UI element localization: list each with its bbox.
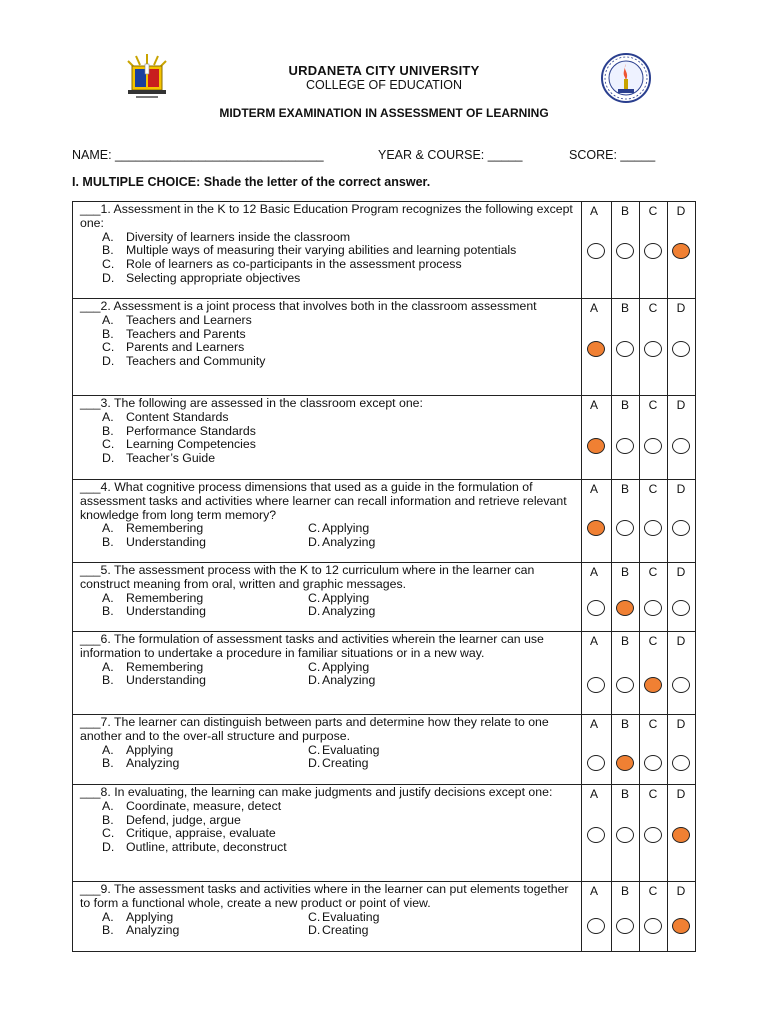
- answer-letter-a: A: [589, 787, 598, 801]
- answer-bubble-a[interactable]: [587, 341, 605, 357]
- option-text: Multiple ways of measuring their varying abilities and learning potentials: [126, 243, 517, 258]
- option-text: Evaluating: [322, 909, 380, 924]
- option-pair-row: [80, 536, 575, 550]
- answer-letter-b: B: [620, 301, 629, 315]
- question-row: [73, 396, 696, 480]
- option-text: Selecting appropriate objectives: [126, 270, 301, 285]
- option-text: Analyzing: [322, 535, 376, 550]
- option-item: [102, 757, 308, 771]
- question-cell: [73, 882, 582, 952]
- option-text: Defend, judge, argue: [126, 812, 241, 827]
- option-pair-row: [80, 674, 575, 688]
- answer-bubble-b[interactable]: [616, 520, 634, 536]
- question-cell: [73, 396, 582, 480]
- answer-bubble-d[interactable]: [672, 827, 690, 843]
- option-letter: A.: [102, 909, 114, 924]
- option-item: [80, 452, 575, 466]
- answer-letter-d: D: [676, 398, 686, 412]
- answer-bubble-c[interactable]: [644, 827, 662, 843]
- option-letter: D.: [308, 673, 321, 688]
- option-letter: A.: [102, 659, 114, 674]
- option-list: [80, 411, 575, 466]
- option-text: Remembering: [126, 659, 204, 674]
- section-title: I. MULTIPLE CHOICE: Shade the letter of the correct answer.: [72, 175, 431, 189]
- question-text: ___7. The learner can distinguish between parts and determine how they relate to one another and to the over-all structure and purpose.: [80, 715, 549, 743]
- option-item: [80, 328, 575, 342]
- question-row: [73, 202, 696, 299]
- option-list: [80, 800, 575, 855]
- answer-letter-d: D: [676, 565, 686, 579]
- option-text: Creating: [322, 923, 369, 938]
- option-letter: D.: [102, 451, 115, 466]
- answer-letter-a: A: [589, 717, 598, 731]
- answer-letter-d: D: [676, 301, 686, 315]
- option-letter: B.: [102, 673, 114, 688]
- name-field[interactable]: NAME: ______________________________: [72, 148, 324, 162]
- option-text: Analyzing: [322, 673, 376, 688]
- answer-bubble-a[interactable]: [587, 918, 605, 934]
- option-letter: A.: [102, 312, 114, 327]
- option-letter: C.: [102, 437, 115, 452]
- option-text: Applying: [126, 909, 174, 924]
- option-text: Applying: [322, 659, 370, 674]
- option-text: Analyzing: [126, 756, 180, 771]
- question-row: [73, 882, 696, 952]
- option-item: [80, 841, 575, 855]
- option-item: [80, 341, 575, 355]
- answer-letter-c: C: [648, 565, 658, 579]
- option-text: Parents and Learners: [126, 340, 245, 355]
- answer-cell: [582, 632, 696, 715]
- option-item: [308, 592, 369, 606]
- option-letter: B.: [102, 923, 114, 938]
- option-item: [80, 438, 575, 452]
- option-item: [102, 924, 308, 938]
- option-item: [80, 314, 575, 328]
- answer-letter-b: B: [620, 717, 629, 731]
- question-cell: [73, 202, 582, 299]
- option-letter: A.: [102, 798, 114, 813]
- answer-bubble-c[interactable]: [644, 520, 662, 536]
- option-letter: D.: [308, 604, 321, 619]
- option-list: [80, 314, 575, 369]
- answer-letter-b: B: [620, 565, 629, 579]
- option-text: Content Standards: [126, 409, 229, 424]
- answer-letters: [582, 634, 695, 648]
- option-text: Role of learners as co-participants in the assessment process: [126, 257, 462, 272]
- answer-bubble-d[interactable]: [672, 600, 690, 616]
- option-text: Performance Standards: [126, 423, 256, 438]
- answer-bubble-b[interactable]: [616, 600, 634, 616]
- answer-letter-a: A: [589, 301, 598, 315]
- option-letter: C.: [102, 340, 115, 355]
- answer-bubble-b[interactable]: [616, 677, 634, 693]
- option-item: [80, 244, 575, 258]
- answer-letter-d: D: [676, 884, 686, 898]
- answer-cell: [582, 785, 696, 882]
- answer-bubble-c[interactable]: [644, 438, 662, 454]
- option-letter: A.: [102, 229, 114, 244]
- answer-letter-a: A: [589, 204, 598, 218]
- question-row: [73, 632, 696, 715]
- answer-bubble-c[interactable]: [644, 677, 662, 693]
- answer-bubble-b[interactable]: [616, 243, 634, 259]
- option-item: [308, 757, 368, 771]
- answer-bubble-a[interactable]: [587, 520, 605, 536]
- question-cell: [73, 785, 582, 882]
- score-field[interactable]: SCORE: _____: [569, 148, 656, 162]
- option-letter: B.: [102, 326, 114, 341]
- option-pair-row: [80, 522, 575, 536]
- option-item: [308, 661, 369, 675]
- option-item: [102, 661, 308, 675]
- answer-letters: [582, 717, 695, 731]
- year-course-field[interactable]: YEAR & COURSE: _____: [378, 148, 523, 162]
- answer-cell: [582, 480, 696, 563]
- answer-cell: [582, 882, 696, 952]
- option-letter: C.: [102, 826, 115, 841]
- option-letter: C.: [308, 590, 321, 605]
- exam-title: MIDTERM EXAMINATION IN ASSESSMENT OF LEARNING: [219, 106, 549, 120]
- answer-letter-d: D: [676, 717, 686, 731]
- option-pair-row: [80, 924, 575, 938]
- option-letter: C.: [308, 521, 321, 536]
- question-row: [73, 480, 696, 563]
- option-item: [102, 536, 308, 550]
- option-letter: B.: [102, 423, 114, 438]
- answer-bubble-d[interactable]: [672, 918, 690, 934]
- question-text: ___3. The following are assessed in the classroom except one:: [80, 396, 423, 410]
- option-letter: C.: [308, 909, 321, 924]
- option-item: [80, 425, 575, 439]
- option-text: Applying: [322, 590, 370, 605]
- question-cell: [73, 632, 582, 715]
- option-pair-row: [80, 757, 575, 771]
- option-letter: D.: [308, 535, 321, 550]
- option-text: Remembering: [126, 590, 204, 605]
- answer-letter-b: B: [620, 634, 629, 648]
- option-list: [80, 231, 575, 286]
- answer-letter-c: C: [648, 301, 658, 315]
- answer-cell: [582, 715, 696, 785]
- option-item: [80, 814, 575, 828]
- option-item: [308, 744, 379, 758]
- question-cell: [73, 299, 582, 396]
- question-row: [73, 785, 696, 882]
- option-letter: D.: [102, 270, 115, 285]
- option-item: [308, 674, 375, 688]
- option-item: [80, 800, 575, 814]
- answer-bubble-d[interactable]: [672, 755, 690, 771]
- answer-letter-b: B: [620, 398, 629, 412]
- question-row: [73, 299, 696, 396]
- question-text: ___6. The formulation of assessment tasks and activities wherein the learner can use information to undertake a procedure in familiar situations or in a new way.: [80, 632, 544, 660]
- option-item: [102, 911, 308, 925]
- answer-letter-c: C: [648, 204, 658, 218]
- question-row: [73, 715, 696, 785]
- option-pair-row: [80, 592, 575, 606]
- option-letter: C.: [308, 742, 321, 757]
- option-item: [80, 231, 575, 245]
- answer-bubble-b[interactable]: [616, 827, 634, 843]
- option-letter: A.: [102, 409, 114, 424]
- option-letter: B.: [102, 243, 114, 258]
- answer-letter-a: A: [589, 565, 598, 579]
- option-text: Analyzing: [322, 604, 376, 619]
- option-item: [80, 411, 575, 425]
- answer-letter-d: D: [676, 482, 686, 496]
- option-text: Teacher’s Guide: [126, 451, 216, 466]
- option-item: [102, 522, 308, 536]
- answer-letter-a: A: [589, 482, 598, 496]
- answer-letter-d: D: [676, 634, 686, 648]
- option-letter: B.: [102, 535, 114, 550]
- answer-cell: [582, 299, 696, 396]
- option-item: [102, 605, 308, 619]
- questions-table: [72, 201, 696, 952]
- answer-letter-b: B: [620, 787, 629, 801]
- answer-letter-c: C: [648, 884, 658, 898]
- answer-letter-c: C: [648, 717, 658, 731]
- option-text: Applying: [126, 742, 174, 757]
- option-letter: D.: [102, 840, 115, 855]
- answer-letter-b: B: [620, 482, 629, 496]
- answer-letter-d: D: [676, 204, 686, 218]
- answer-bubble-c[interactable]: [644, 600, 662, 616]
- answer-bubble-d[interactable]: [672, 438, 690, 454]
- answer-bubble-d[interactable]: [672, 341, 690, 357]
- option-item: [308, 924, 368, 938]
- option-text: Coordinate, measure, detect: [126, 798, 282, 813]
- option-letter: B.: [102, 756, 114, 771]
- option-pair-row: [80, 744, 575, 758]
- option-letter: C.: [308, 659, 321, 674]
- option-text: Understanding: [126, 535, 206, 550]
- option-item: [102, 592, 308, 606]
- option-text: Remembering: [126, 521, 204, 536]
- question-text: ___5. The assessment process with the K to 12 curriculum where in the learner can construct meaning from oral, written and graphic messages.: [80, 563, 535, 591]
- answer-bubble-c[interactable]: [644, 341, 662, 357]
- question-text: ___4. What cognitive process dimensions that used as a guide in the formulation of assessment tasks and activities where learner can recall information and retrieve relevant knowledge from long term memory?: [80, 480, 567, 522]
- option-text: Diversity of learners inside the classroom: [126, 229, 351, 244]
- option-text: Teachers and Learners: [126, 312, 252, 327]
- option-item: [80, 355, 575, 369]
- option-letter: B.: [102, 604, 114, 619]
- answer-bubble-a[interactable]: [587, 438, 605, 454]
- question-cell: [73, 715, 582, 785]
- answer-bubble-a[interactable]: [587, 677, 605, 693]
- option-item: [80, 272, 575, 286]
- option-letter: C.: [102, 257, 115, 272]
- answer-letters: [582, 787, 695, 801]
- option-letter: A.: [102, 590, 114, 605]
- option-letter: A.: [102, 742, 114, 757]
- answer-letter-c: C: [648, 787, 658, 801]
- option-item: [308, 911, 379, 925]
- answer-bubble-a[interactable]: [587, 755, 605, 771]
- option-item: [102, 744, 308, 758]
- option-letter: D.: [102, 354, 115, 369]
- answer-letters: [582, 301, 695, 315]
- option-item: [80, 827, 575, 841]
- question-text: ___2. Assessment is a joint process that involves both in the classroom assessment: [80, 299, 537, 313]
- answer-letters: [582, 565, 695, 579]
- option-text: Applying: [322, 521, 370, 536]
- option-item: [308, 605, 375, 619]
- option-text: Understanding: [126, 673, 206, 688]
- option-pair-row: [80, 605, 575, 619]
- option-letter: D.: [308, 756, 321, 771]
- answer-bubble-a[interactable]: [587, 827, 605, 843]
- option-text: Teachers and Parents: [126, 326, 246, 341]
- option-text: Learning Competencies: [126, 437, 256, 452]
- answer-letter-d: D: [676, 787, 686, 801]
- answer-bubble-b[interactable]: [616, 341, 634, 357]
- answer-bubble-c[interactable]: [644, 918, 662, 934]
- answer-letter-c: C: [648, 398, 658, 412]
- answer-bubble-d[interactable]: [672, 677, 690, 693]
- answer-bubble-d[interactable]: [672, 520, 690, 536]
- option-letter: B.: [102, 812, 114, 827]
- answer-letters: [582, 884, 695, 898]
- answer-letters: [582, 482, 695, 496]
- answer-cell: [582, 563, 696, 632]
- option-pair-row: [80, 661, 575, 675]
- option-text: Understanding: [126, 604, 206, 619]
- answer-letter-a: A: [589, 398, 598, 412]
- answer-cell: [582, 396, 696, 480]
- question-cell: [73, 563, 582, 632]
- option-item: [102, 674, 308, 688]
- option-text: Evaluating: [322, 742, 380, 757]
- question-text: ___9. The assessment tasks and activities where in the learner can put elements together to form a functional whole, create a new product or point of view.: [80, 882, 569, 910]
- option-letter: D.: [308, 923, 321, 938]
- answer-letter-a: A: [589, 634, 598, 648]
- answer-letter-b: B: [620, 884, 629, 898]
- option-text: Creating: [322, 756, 369, 771]
- answer-bubble-c[interactable]: [644, 755, 662, 771]
- college-name: COLLEGE OF EDUCATION: [305, 78, 463, 92]
- question-row: [73, 563, 696, 632]
- answer-letters: [582, 204, 695, 218]
- answer-bubble-c[interactable]: [644, 243, 662, 259]
- option-text: Critique, appraise, evaluate: [126, 826, 276, 841]
- option-item: [80, 258, 575, 272]
- answer-letter-a: A: [589, 884, 598, 898]
- answer-bubble-a[interactable]: [587, 600, 605, 616]
- answer-letter-b: B: [620, 204, 629, 218]
- option-item: [308, 522, 369, 536]
- answer-bubble-b[interactable]: [616, 918, 634, 934]
- university-name: URDANETA CITY UNIVERSITY: [288, 63, 480, 78]
- answer-cell: [582, 202, 696, 299]
- answer-letter-c: C: [648, 482, 658, 496]
- option-text: Teachers and Community: [126, 354, 266, 369]
- answer-bubble-d[interactable]: [672, 243, 690, 259]
- answer-bubble-a[interactable]: [587, 243, 605, 259]
- answer-letter-c: C: [648, 634, 658, 648]
- answer-letters: [582, 398, 695, 412]
- question-text: ___8. In evaluating, the learning can make judgments and justify decisions except one:: [80, 785, 553, 799]
- option-text: Outline, attribute, deconstruct: [126, 840, 287, 855]
- question-cell: [73, 480, 582, 563]
- option-letter: A.: [102, 521, 114, 536]
- option-item: [308, 536, 375, 550]
- answer-bubble-b[interactable]: [616, 438, 634, 454]
- option-pair-row: [80, 911, 575, 925]
- question-text: ___1. Assessment in the K to 12 Basic Education Program recognizes the following except one:: [80, 202, 573, 230]
- option-text: Analyzing: [126, 923, 180, 938]
- answer-bubble-b[interactable]: [616, 755, 634, 771]
